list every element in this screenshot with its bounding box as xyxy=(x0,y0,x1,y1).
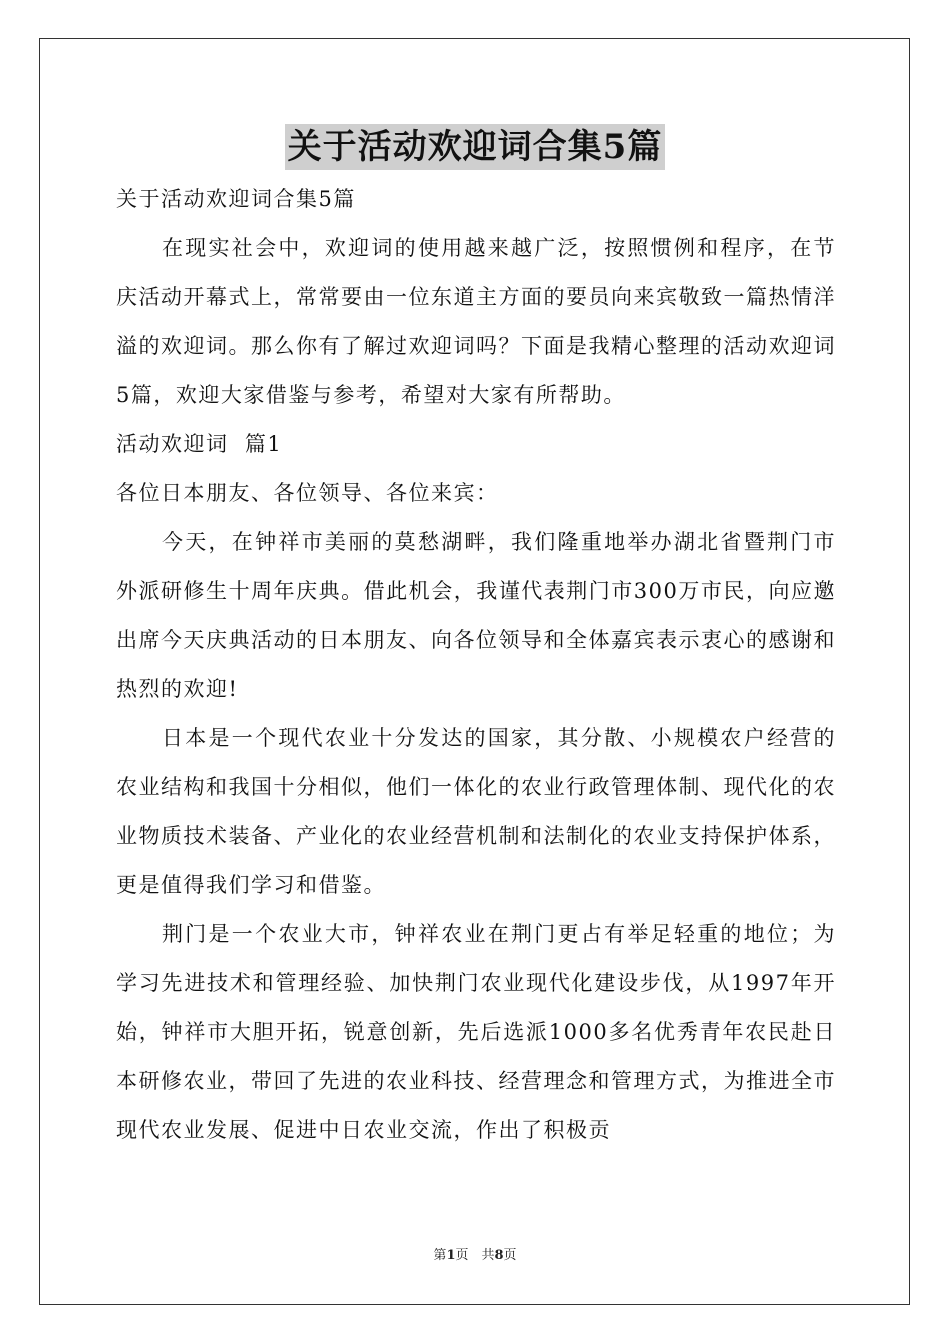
footer-total-pages: 8 xyxy=(494,1248,504,1263)
document-title: 关于活动欢迎词合集5篇 xyxy=(285,124,666,170)
document-body xyxy=(116,175,836,1155)
body-paragraph: 今天，在钟祥市美丽的莫愁湖畔，我们隆重地举办湖北省暨荆门市外派研修生十周年庆典。借此机会，我谨代表荆门市300万市民，向应邀出席今天庆典活动的日本朋友、向各位领导和全体嘉宾表示衷心的感谢和热烈的欢迎! xyxy=(116,530,836,701)
salutation: 各位日本朋友、各位领导、各位来宾： xyxy=(116,481,499,505)
document-subtitle: 关于活动欢迎词合集5篇 xyxy=(116,187,356,211)
section-heading: 活动欢迎词 篇1 xyxy=(116,432,283,456)
page-footer xyxy=(0,1244,950,1263)
footer-prefix: 第 xyxy=(433,1248,447,1263)
body-paragraph: 日本是一个现代农业十分发达的国家，其分散、小规模农户经营的农业结构和我国十分相似，他们一体化的农业行政管理体制、现代化的农业物质技术装备、产业化的农业经营机制和法制化的农业支持保护体系，更是值得我们学习和借鉴。 xyxy=(116,726,836,897)
footer-suffix: 页 xyxy=(503,1248,517,1263)
body-paragraph: 荆门是一个农业大市，钟祥农业在荆门更占有举足轻重的地位；为学习先进技术和管理经验、加快荆门农业现代化建设步伐，从1997年开始，钟祥市大胆开拓，锐意创新，先后选派1000多名优秀青年农民赴日本研修农业，带回了先进的农业科技、经营理念和管理方式，为推进全市现代农业发展、促进中日农业交流，作出了积极贡 xyxy=(116,922,836,1142)
footer-current-page: 1 xyxy=(446,1248,456,1263)
footer-mid: 页 共 xyxy=(455,1248,495,1263)
intro-paragraph: 在现实社会中，欢迎词的使用越来越广泛，按照惯例和程序，在节庆活动开幕式上，常常要由一位东道主方面的要员向来宾敬致一篇热情洋溢的欢迎词。那么你有了解过欢迎词吗？下面是我精心整理的活动欢迎词5篇，欢迎大家借鉴与参考，希望对大家有所帮助。 xyxy=(116,236,836,407)
title-container xyxy=(0,124,950,170)
